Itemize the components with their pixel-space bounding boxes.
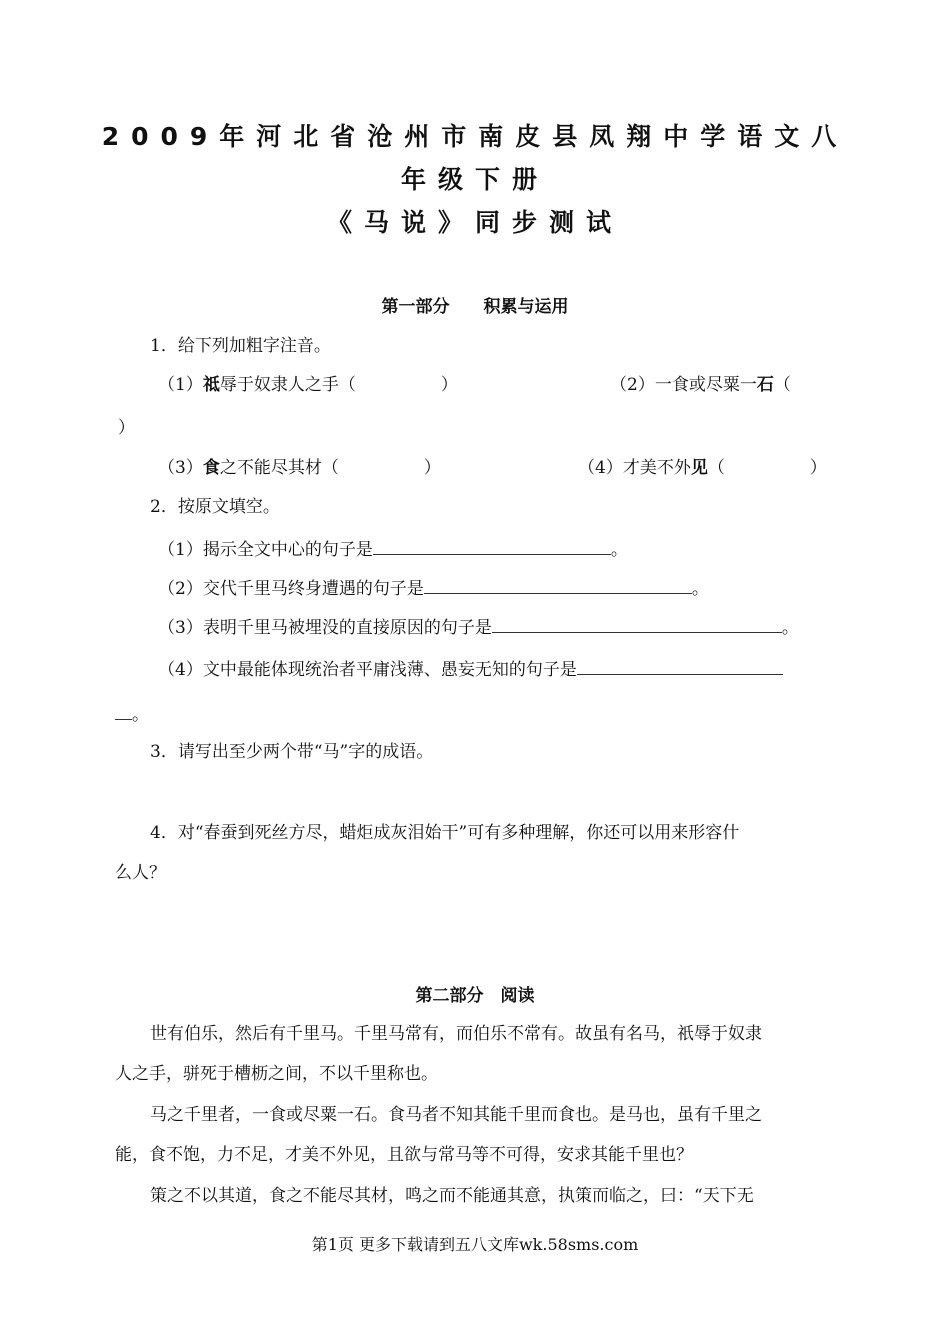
q2-item-2-blank[interactable]: [424, 576, 692, 594]
q1-item-1-text: 辱于奴隶人之手（ ）: [219, 375, 458, 395]
q1-item-1-bold-char: 祗: [202, 375, 220, 395]
q1-item-2-open: （: [773, 375, 791, 395]
q4-line-2: 么人？: [115, 863, 166, 883]
passage-p2-line-2: 能，食不饱，力不足，才美不外见，且欲与常马等不可得，安求其能千里也？: [115, 1145, 693, 1165]
q2-stem: 2．按原文填空。: [150, 497, 280, 517]
q1-item-4: [578, 457, 827, 479]
page-footer: 第1页 更多下载请到五八文库wk.58sms.com: [311, 1235, 639, 1254]
q1-item-3: [158, 457, 441, 479]
q1-item-1: [158, 374, 458, 396]
q2-item-4: [158, 657, 783, 681]
q2-item-3-text: （3）表明千里马被埋没的直接原因的句子是: [158, 618, 492, 638]
q2-item-4-text: （4）文中最能体现统治者平庸浅薄、愚妄无知的句子是: [158, 660, 577, 680]
q2-item-3-blank[interactable]: [492, 615, 782, 633]
part2-heading: 第二部分 阅读: [415, 986, 535, 1006]
q1-stem: 1．给下列加粗字注音。: [150, 336, 331, 356]
q2-item-4-blank-cont[interactable]: [115, 702, 132, 720]
passage-p1-line-1: 世有伯乐，然后有千里马。千里马常有，而伯乐不常有。故虽有名马，祇辱于奴隶: [150, 1024, 762, 1044]
q3-stem: 3．请写出至少两个带“马”字的成语。: [150, 742, 434, 762]
q1-item-4-close: （ ）: [707, 458, 827, 478]
q2-item-2-end: 。: [691, 579, 709, 599]
q1-item-2-bold-char: 石: [756, 375, 774, 395]
passage-p2-line-1: 马之千里者，一食或尽粟一石。食马者不知其能千里而食也。是马也，虽有千里之: [150, 1105, 762, 1125]
q1-item-3-label: （3）: [158, 458, 203, 478]
q1-item-3-bold-char: 食: [202, 458, 220, 478]
part1-heading: 第一部分 积累与运用: [381, 297, 569, 317]
title-line-2: 年级下册: [400, 165, 549, 194]
q2-item-3-end: 。: [781, 618, 799, 638]
q2-item-1-end: 。: [610, 540, 628, 560]
q2-item-4-end: 。: [132, 705, 149, 725]
q1-item-1-label: （1）: [158, 375, 203, 395]
passage-p3-line-1: 策之不以其道，食之不能尽其材，鸣之而不能通其意，执策而临之，曰：“天下无: [150, 1186, 754, 1206]
q2-item-1: [158, 537, 628, 561]
q1-item-4-bold-char: 见: [690, 458, 708, 478]
q1-item-2-text: （2）一食或尽粟一: [610, 375, 757, 395]
q2-item-2-text: （2）交代千里马终身遭遇的句子是: [158, 579, 424, 599]
passage-p1-line-2: 人之手，骈死于槽枥之间，不以千里称也。: [115, 1064, 438, 1084]
q1-item-2-close: ）: [118, 418, 135, 438]
title-line-3: 《马说》同步测试: [326, 208, 623, 237]
q2-item-1-text: （1）揭示全文中心的句子是: [158, 540, 373, 560]
q4-line-1: 4．对“春蚕到死丝方尽，蜡炬成灰泪始干”可有多种理解，你还可以用来形容什: [150, 823, 740, 843]
q1-item-4-text: （4）才美不外: [578, 458, 691, 478]
q2-item-1-blank[interactable]: [373, 537, 611, 555]
q2-item-3: [158, 615, 799, 639]
q2-item-4-wrap: [115, 702, 149, 726]
q1-item-3-text: 之不能尽其材（ ）: [219, 458, 441, 478]
q1-item-2: [610, 374, 791, 396]
q2-item-4-blank[interactable]: [577, 657, 783, 675]
title-line-1: 2009年河北省沧州市南皮县凤翔中学语文八: [101, 122, 849, 151]
q2-item-2: [158, 576, 709, 600]
